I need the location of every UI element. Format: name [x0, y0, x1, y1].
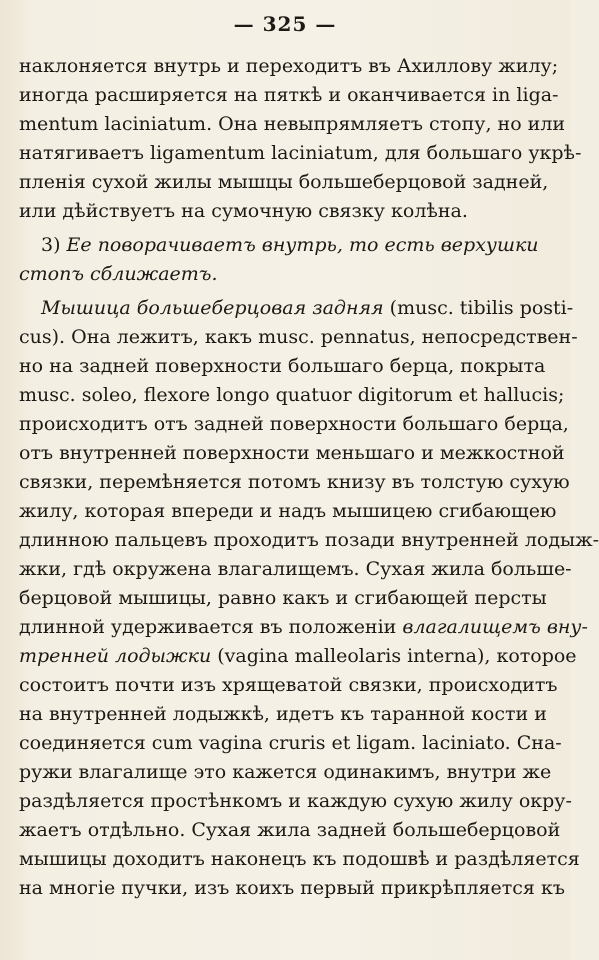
text-line [19, 468, 570, 497]
text-line [19, 497, 557, 526]
text-segment: иногда расширяется на пяткѣ и оканчивается in liga- [19, 84, 559, 106]
text-line [19, 874, 565, 903]
text-line [19, 110, 566, 139]
italic-segment: влагалищемъ вну- [402, 616, 588, 638]
text-segment: происходитъ отъ задней поверхности большаго берца, [19, 413, 569, 435]
text-segment: соединяется cum vagina cruris et ligam. laciniato. Сна- [19, 732, 562, 754]
text-segment: наклоняется внутрь и переходитъ въ Ахиллову жилу; [19, 55, 559, 77]
text-segment: или дѣйствуетъ на сумочную связку колѣна. [19, 200, 468, 222]
italic-segment: Ее поворачиваетъ внутрь, то есть верхушки [66, 234, 539, 256]
text-line [19, 439, 565, 468]
text-segment: mentum laciniatum. Она невыпрямляетъ стопу, но или [19, 113, 566, 135]
text-line [19, 52, 559, 81]
text-line [19, 526, 599, 555]
text-line [19, 555, 572, 584]
text-segment: длинной удерживается въ положеніи [19, 616, 403, 638]
text-segment: (vagina malleolaris interna), которое [211, 645, 577, 667]
text-line [19, 729, 562, 758]
text-segment: musc. soleo, flexore longo quatuor digitorum et hallucis; [19, 384, 565, 406]
text-segment: отъ внутренней поверхности меньшаго и межкостной [19, 442, 565, 464]
body-text [19, 52, 599, 903]
text-line [19, 410, 569, 439]
italic-segment: тренней лодыжки [19, 645, 212, 667]
text-segment: но на задней поверхности большаго берца, покрыта [19, 355, 546, 377]
text-line [19, 323, 578, 352]
text-line [19, 260, 533, 289]
text-line [19, 294, 574, 323]
text-line [19, 758, 552, 787]
text-segment: ружи влагалище это кажется одинакимъ, внутри же [19, 761, 552, 783]
text-segment: на внутренней лодыжкѣ, идетъ къ таранной кости и [19, 703, 547, 725]
text-segment: натягиваетъ ligamentum laciniatum, для большаго укрѣ- [19, 142, 582, 164]
text-segment: (musc. tibilis posti- [383, 297, 574, 319]
text-line [19, 642, 577, 671]
text-line [19, 139, 582, 168]
text-line [19, 352, 546, 381]
text-segment: раздѣляется простѣнкомъ и каждую сухую жилу окру- [19, 790, 572, 812]
text-line [19, 197, 533, 226]
text-line [19, 231, 539, 260]
text-segment: жаетъ отдѣльно. Сухая жила задней большеберцовой [19, 819, 561, 841]
text-segment: берцовой мышицы, равно какъ и сгибающей персты [19, 587, 547, 609]
text-line [19, 671, 558, 700]
text-segment: пленія сухой жилы мышцы большеберцовой задней, [19, 171, 549, 193]
page-number: — 325 — [233, 12, 337, 36]
text-segment: жки, гдѣ окружена влагалищемъ. Сухая жила больше- [19, 558, 572, 580]
text-line [19, 381, 565, 410]
text-line [19, 584, 547, 613]
text-line [19, 613, 588, 642]
text-line [19, 816, 561, 845]
text-line [19, 700, 547, 729]
text-line [19, 787, 572, 816]
text-segment: связки, перемѣняется потомъ книзу въ толстую сухую [19, 471, 570, 493]
text-segment: cus). Она лежитъ, какъ musc. pennatus, непосредствен- [19, 326, 578, 348]
text-segment: мышицы доходитъ наконецъ къ подошвѣ и раздѣляется [19, 848, 580, 870]
text-segment: жилу, которая впереди и надъ мышицею сгибающею [19, 500, 557, 522]
text-segment: на многіе пучки, изъ коихъ первый прикрѣпляется къ [19, 877, 565, 899]
italic-segment: стопъ сближаетъ. [19, 263, 218, 285]
text-line [19, 81, 559, 110]
text-segment: длинною пальцевъ проходитъ позади внутренней лодыж- [19, 529, 599, 551]
text-line [19, 845, 580, 874]
text-segment: состоитъ почти изъ хрящеватой связки, происходитъ [19, 674, 558, 696]
text-line [19, 168, 549, 197]
text-segment: 3) [41, 234, 67, 256]
italic-segment: Мышица большеберцовая задняя [41, 297, 384, 319]
